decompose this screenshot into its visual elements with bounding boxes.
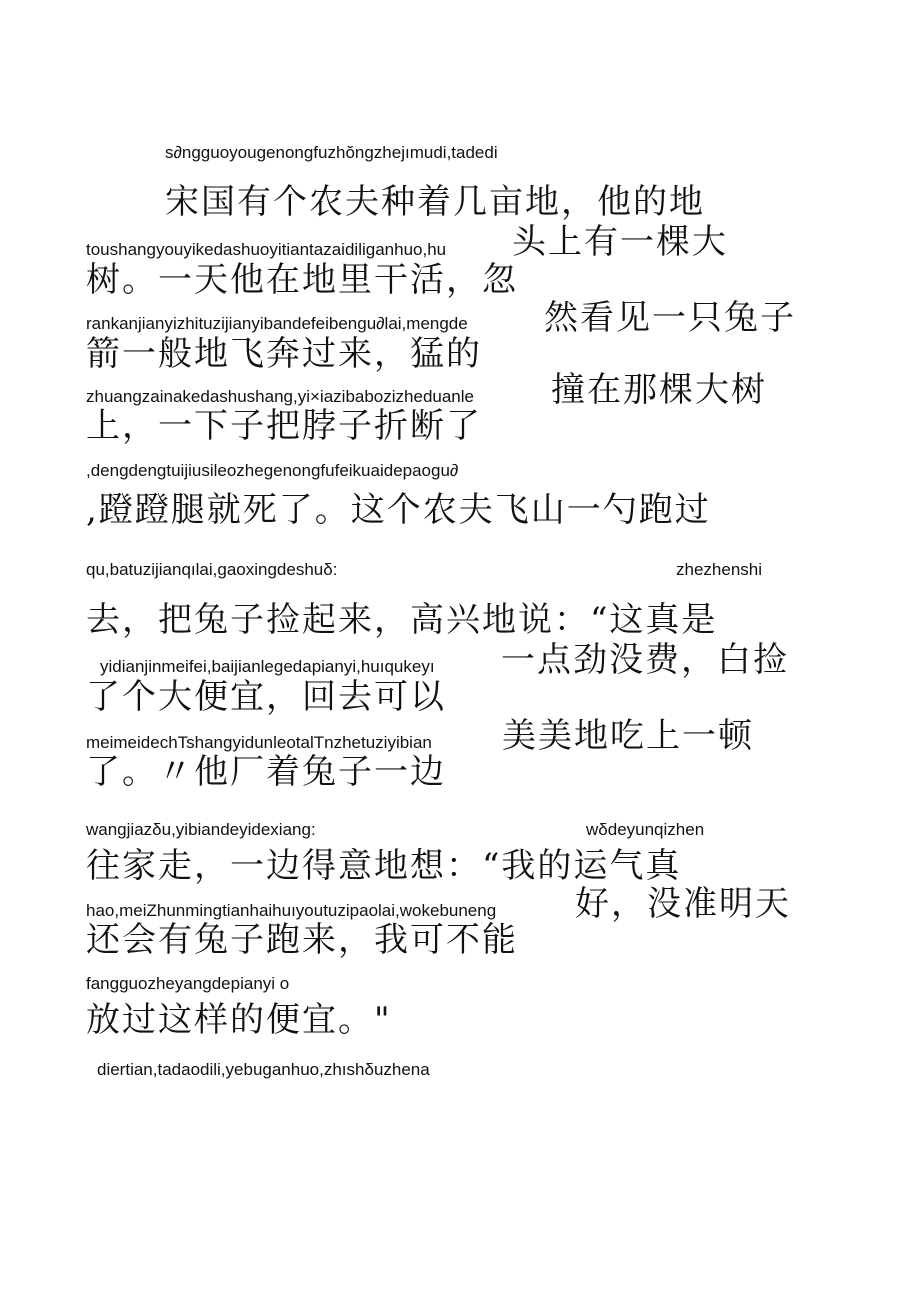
hanzi-line-10-tail: 一点劲没费，白捡 — [501, 640, 789, 680]
hanzi-line-3: 树。一天他在地里干活，忽 — [86, 260, 518, 300]
pinyin-line-2: toushangyouyikedashuoyitiantazaidiliganhuo,hu — [86, 240, 447, 259]
pinyin-line-8: meimeidechTshangyidunleotalTnzhetuziyibian — [86, 733, 432, 752]
hanzi-line-9: 去，把兔子捡起来，高兴地说：“这真是 — [86, 600, 718, 640]
hanzi-line-8: ,蹬蹬腿就死了。这个农夫飞山一勺跑过 — [86, 490, 711, 530]
pinyin-line-11: fangguozheyangdepianyi o — [86, 974, 290, 993]
hanzi-line-4-tail: 然看见一只兔子 — [544, 298, 796, 338]
hanzi-line-2-tail: 头上有一棵大 — [512, 222, 728, 262]
pinyin-line-6: qu,batuzijianqılai,gaoxingdeshuδ: — [86, 560, 338, 579]
hanzi-line-13: 了。〃他厂着兔子一边 — [86, 752, 446, 792]
pinyin-line-4: zhuangzainakedashushang,yi×iazibabozizheduanle — [86, 387, 474, 406]
pinyin-line-9-right: wδdeyunqizhen — [586, 820, 705, 839]
hanzi-line-16: 还会有兔子跑来，我可不能 — [86, 920, 518, 960]
pinyin-line-9: wangjiazδu,yibiandeyidexiang: — [86, 820, 316, 839]
hanzi-line-7: 上，一下子把脖子折断了 — [86, 406, 482, 446]
hanzi-line-1: 宋国有个农夫种着几亩地，他的地 — [165, 182, 705, 222]
hanzi-line-14: 往家走，一边得意地想：“我的运气真 — [86, 846, 682, 886]
pinyin-line-7: yidianjinmeifei,baijianlegedapianyi,huıqukeyı — [100, 657, 435, 676]
hanzi-line-6-tail: 撞在那棵大树 — [551, 370, 767, 410]
hanzi-line-15-tail: 好，没准明天 — [575, 884, 791, 924]
pinyin-line-3: rankanjianyizhituzijianyibandefeibengu∂lai,mengde — [86, 314, 468, 333]
hanzi-line-11: 了个大便宜，回去可以 — [86, 677, 446, 717]
pinyin-line-12: diertian,tadaodili,yebuganhuo,zhıshδuzhena — [97, 1060, 430, 1079]
pinyin-line-10: hao,meiZhunmingtianhaihuıyoutuzipaolai,wokebuneng — [86, 901, 497, 920]
pinyin-line-5: ,dengdengtuijiusileozhegenongfufeikuaidepaogu∂ — [86, 461, 459, 480]
pinyin-line-1: s∂ngguoyougenongfuzhŏngzhejımudi,tadedi — [165, 143, 498, 162]
hanzi-line-5: 箭一般地飞奔过来，猛的 — [86, 334, 482, 374]
hanzi-line-17: 放过这样的便宜。" — [86, 1000, 392, 1040]
hanzi-line-12-tail: 美美地吃上一顿 — [502, 716, 754, 756]
pinyin-line-6-right: zhezhenshi — [676, 560, 763, 579]
